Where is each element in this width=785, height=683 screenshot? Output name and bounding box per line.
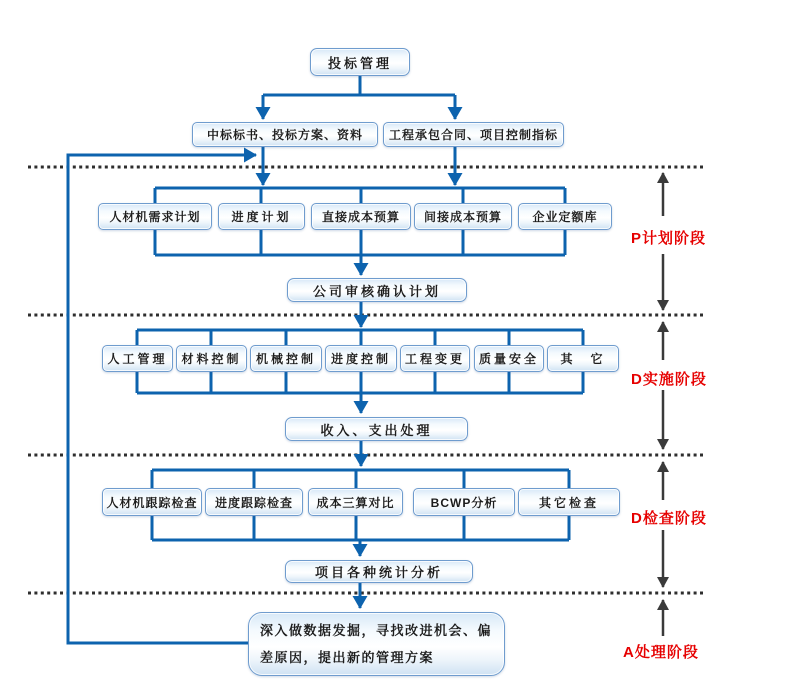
node-three-cost-comparison: 成本三算对比 <box>308 488 403 516</box>
stage-label-do: D实施阶段 <box>631 371 707 388</box>
d-row-bottom-bracket <box>137 372 583 393</box>
node-data-mining-improvement: 深入做数据发掘，寻找改进机会、偏差原因，提出新的管理方案 <box>248 612 505 676</box>
p-row-top-bracket <box>155 188 565 203</box>
node-quality-safety: 质量安全 <box>474 345 544 372</box>
node-schedule-control: 进度控制 <box>325 345 397 372</box>
p-row-bottom-bracket <box>155 230 565 255</box>
node-material-control: 材料控制 <box>176 345 247 372</box>
node-schedule-tracking-check: 进度跟踪检查 <box>205 488 303 516</box>
node-other-execution: 其 它 <box>547 345 619 372</box>
node-machinery-control: 机械控制 <box>250 345 322 372</box>
c-row-bottom-bracket <box>152 516 569 540</box>
node-other-check: 其它检查 <box>518 488 620 516</box>
node-engineering-change: 工程变更 <box>400 345 470 372</box>
stage-label-check: D检查阶段 <box>631 510 707 527</box>
node-bcwp-analysis: BCWP分析 <box>413 488 515 516</box>
d-row-top-bracket <box>137 330 583 345</box>
c-row-top-bracket <box>152 470 569 488</box>
node-enterprise-quota-db: 企业定额库 <box>518 203 612 230</box>
node-schedule-plan: 进度计划 <box>218 203 305 230</box>
node-contract-targets: 工程承包合同、项目控制指标 <box>383 122 564 147</box>
node-bid-documents: 中标标书、投标方案、资料 <box>192 122 378 147</box>
stage-label-act: A处理阶段 <box>623 644 699 661</box>
node-bid-management: 投标管理 <box>310 48 410 76</box>
node-resource-tracking-check: 人材机跟踪检查 <box>102 488 202 516</box>
node-labor-management: 人工管理 <box>102 345 173 372</box>
node-direct-cost-budget: 直接成本预算 <box>311 203 411 230</box>
stage-label-plan: P计划阶段 <box>631 230 707 247</box>
node-income-expense-processing: 收入、支出处理 <box>285 417 468 441</box>
node-company-confirm-plan: 公司审核确认计划 <box>287 278 467 302</box>
connector-top-split <box>263 76 455 95</box>
node-project-statistics-analysis: 项目各种统计分析 <box>285 560 473 583</box>
node-resource-demand-plan: 人材机需求计划 <box>98 203 212 230</box>
node-indirect-cost-budget: 间接成本预算 <box>414 203 512 230</box>
